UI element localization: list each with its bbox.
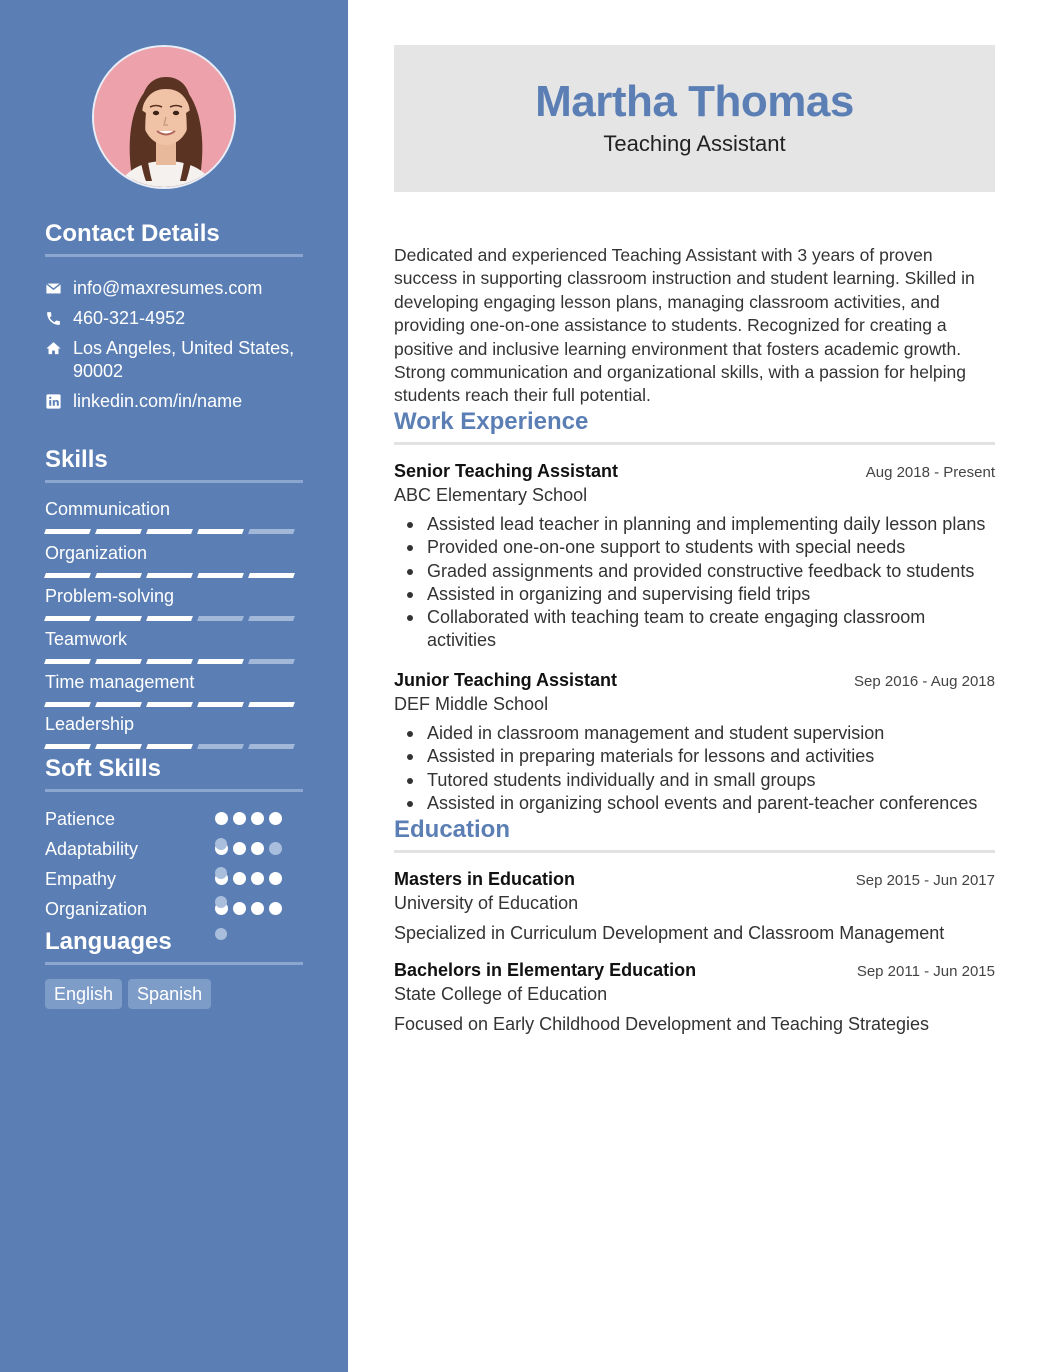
- profile-summary: Dedicated and experienced Teaching Assistant with 3 years of proven success in supporting classroom instruction and student learning. Skilled in developing engaging lesson plans, managing classroom activities, and providing one-on-one assistance to students. Recognized for creating a positive and inclusive learning environment that fosters academic growth. Strong communication and organizational skills, with a passion for helping students reach their full potential.: [394, 245, 975, 406]
- degree: Masters in Education: [394, 869, 576, 889]
- skill-level-segment: [44, 529, 91, 534]
- skill-name: Organization: [45, 543, 148, 563]
- job-bullets: [394, 722, 995, 815]
- list-item: Assisted in preparing materials for lessons and activities: [394, 745, 995, 768]
- skill-level-segment: [248, 744, 295, 749]
- skill-name: Communication: [45, 499, 171, 519]
- soft-skill-item: [45, 868, 303, 890]
- list-item: Assisted in organizing school events and parent-teacher conferences: [394, 792, 995, 815]
- skill-level-segment: [146, 702, 193, 707]
- skill-level-segment: [146, 529, 193, 534]
- skill-level-segment: [197, 702, 244, 707]
- candidate-name: Martha Thomas: [535, 77, 854, 126]
- rating-dot: [251, 812, 264, 825]
- address-text: Los Angeles, United States, 90002: [73, 338, 295, 381]
- soft-skill-item: [45, 898, 303, 920]
- education-dates: Sep 2011 - Jun 2015: [856, 963, 995, 980]
- skill-level-bar: [45, 529, 303, 534]
- school: State College of Education: [394, 984, 608, 1004]
- school: University of Education: [394, 893, 579, 913]
- skill-item: [45, 585, 303, 621]
- linkedin-icon: [45, 390, 73, 413]
- skill-level-segment: [248, 702, 295, 707]
- rating-dot-decor: [215, 896, 227, 908]
- rating-dot-decor: [215, 838, 227, 850]
- soft-skill-name: Patience: [45, 809, 116, 829]
- rating-dot: [233, 872, 246, 885]
- rating-dot: [251, 842, 264, 855]
- job-dates: Sep 2016 - Aug 2018: [854, 673, 995, 690]
- rating-dot: [269, 872, 282, 885]
- language-tag: Spanish: [128, 979, 211, 1009]
- candidate-title: Teaching Assistant: [603, 131, 786, 156]
- list-item: Collaborated with teaching team to create engaging classroom activities: [394, 606, 995, 653]
- skill-level-segment: [44, 702, 91, 707]
- education-heading: Education: [394, 816, 995, 853]
- skill-level-segment: [95, 529, 142, 534]
- linkedin-text: linkedin.com/in/name: [73, 391, 243, 411]
- contact-phone[interactable]: [45, 307, 303, 330]
- list-item: Aided in classroom management and student supervision: [394, 722, 995, 745]
- skill-level-segment: [95, 702, 142, 707]
- contact-address: [45, 337, 303, 383]
- skill-item: [45, 498, 303, 534]
- skill-level-bar: [45, 744, 303, 749]
- sidebar: [0, 0, 348, 1372]
- soft-skill-name: Adaptability: [45, 839, 139, 859]
- skill-level-segment: [146, 744, 193, 749]
- list-item: Assisted in organizing and supervising field trips: [394, 583, 995, 606]
- education-dates: Sep 2015 - Jun 2017: [855, 872, 995, 889]
- skill-level-segment: [44, 744, 91, 749]
- soft-skill-name: Empathy: [45, 869, 117, 889]
- job-role: Junior Teaching Assistant: [394, 670, 618, 690]
- job-entry: [394, 460, 995, 653]
- skill-name: Time management: [45, 672, 195, 692]
- job-organization: DEF Middle School: [394, 694, 549, 714]
- skill-level-segment: [146, 616, 193, 621]
- job-entry: [394, 669, 995, 815]
- envelope-icon: [45, 277, 73, 300]
- skill-item: [45, 671, 303, 707]
- languages-list: [45, 979, 211, 1009]
- phone-icon: [45, 307, 73, 330]
- job-bullets: [394, 513, 995, 653]
- profile-photo: [92, 45, 236, 189]
- list-item: Assisted lead teacher in planning and implementing daily lesson plans: [394, 513, 995, 536]
- list-item: Graded assignments and provided constructive feedback to students: [394, 560, 995, 583]
- language-tag: English: [45, 979, 122, 1009]
- skill-level-bar: [45, 616, 303, 621]
- skill-level-segment: [44, 573, 91, 578]
- skill-item: [45, 713, 303, 749]
- rating-dot: [233, 842, 246, 855]
- person-photo-icon: [94, 47, 236, 189]
- skill-level-segment: [197, 744, 244, 749]
- soft-skills-heading: Soft Skills: [45, 755, 303, 792]
- list-item: Tutored students individually and in small groups: [394, 769, 995, 792]
- rating-dot: [269, 842, 282, 855]
- contact-linkedin[interactable]: [45, 390, 303, 413]
- rating-dot: [215, 812, 228, 825]
- job-role: Senior Teaching Assistant: [394, 461, 619, 481]
- list-item: Provided one-on-one support to students with special needs: [394, 536, 995, 559]
- skill-level-segment: [146, 573, 193, 578]
- skill-level-segment: [95, 659, 142, 664]
- skills-heading: Skills: [45, 446, 303, 483]
- languages-heading: Languages: [45, 928, 303, 965]
- rating-dot: [233, 812, 246, 825]
- skill-level-bar: [45, 573, 303, 578]
- skill-level-segment: [44, 616, 91, 621]
- skill-level-segment: [197, 529, 244, 534]
- skill-level-segment: [248, 573, 295, 578]
- job-organization: ABC Elementary School: [394, 485, 588, 505]
- soft-skill-name: Organization: [45, 899, 148, 919]
- education-entry: [394, 959, 995, 1036]
- skill-level-segment: [197, 659, 244, 664]
- work-experience-heading: Work Experience: [394, 408, 995, 445]
- rating-dot: [251, 872, 264, 885]
- rating-dot: [251, 902, 264, 915]
- home-icon: [45, 337, 73, 360]
- rating-dot: [269, 812, 282, 825]
- skill-level-segment: [95, 616, 142, 621]
- contact-heading: Contact Details: [45, 220, 303, 257]
- job-dates: Aug 2018 - Present: [865, 464, 995, 481]
- skill-level-segment: [44, 659, 91, 664]
- skill-level-segment: [146, 659, 193, 664]
- education-description: Specialized in Curriculum Development and Classroom Management: [394, 923, 945, 943]
- rating-dot-decor: [215, 867, 227, 879]
- degree: Bachelors in Elementary Education: [394, 960, 697, 980]
- rating-dot: [269, 902, 282, 915]
- skill-level-segment: [95, 573, 142, 578]
- skill-level-segment: [197, 573, 244, 578]
- skill-name: Leadership: [45, 714, 135, 734]
- skill-level-segment: [197, 616, 244, 621]
- skill-level-segment: [248, 659, 295, 664]
- skill-level-segment: [248, 616, 295, 621]
- soft-skill-item: [45, 838, 303, 860]
- skill-name: Problem-solving: [45, 586, 175, 606]
- skill-item: [45, 628, 303, 664]
- skill-name: Teamwork: [45, 629, 128, 649]
- education-description: Focused on Early Childhood Development and Teaching Strategies: [394, 1014, 929, 1034]
- skill-level-bar: [45, 702, 303, 707]
- rating-dot: [233, 902, 246, 915]
- skill-item: [45, 542, 303, 578]
- soft-skill-rating: [215, 812, 282, 825]
- name-header: [394, 45, 995, 192]
- contact-email[interactable]: [45, 277, 303, 300]
- email-text: info@maxresumes.com: [73, 278, 263, 298]
- skill-level-segment: [248, 529, 295, 534]
- phone-text: 460-321-4952: [73, 308, 186, 328]
- soft-skill-item: [45, 808, 303, 830]
- skill-level-segment: [95, 744, 142, 749]
- skill-level-bar: [45, 659, 303, 664]
- education-entry: [394, 868, 995, 945]
